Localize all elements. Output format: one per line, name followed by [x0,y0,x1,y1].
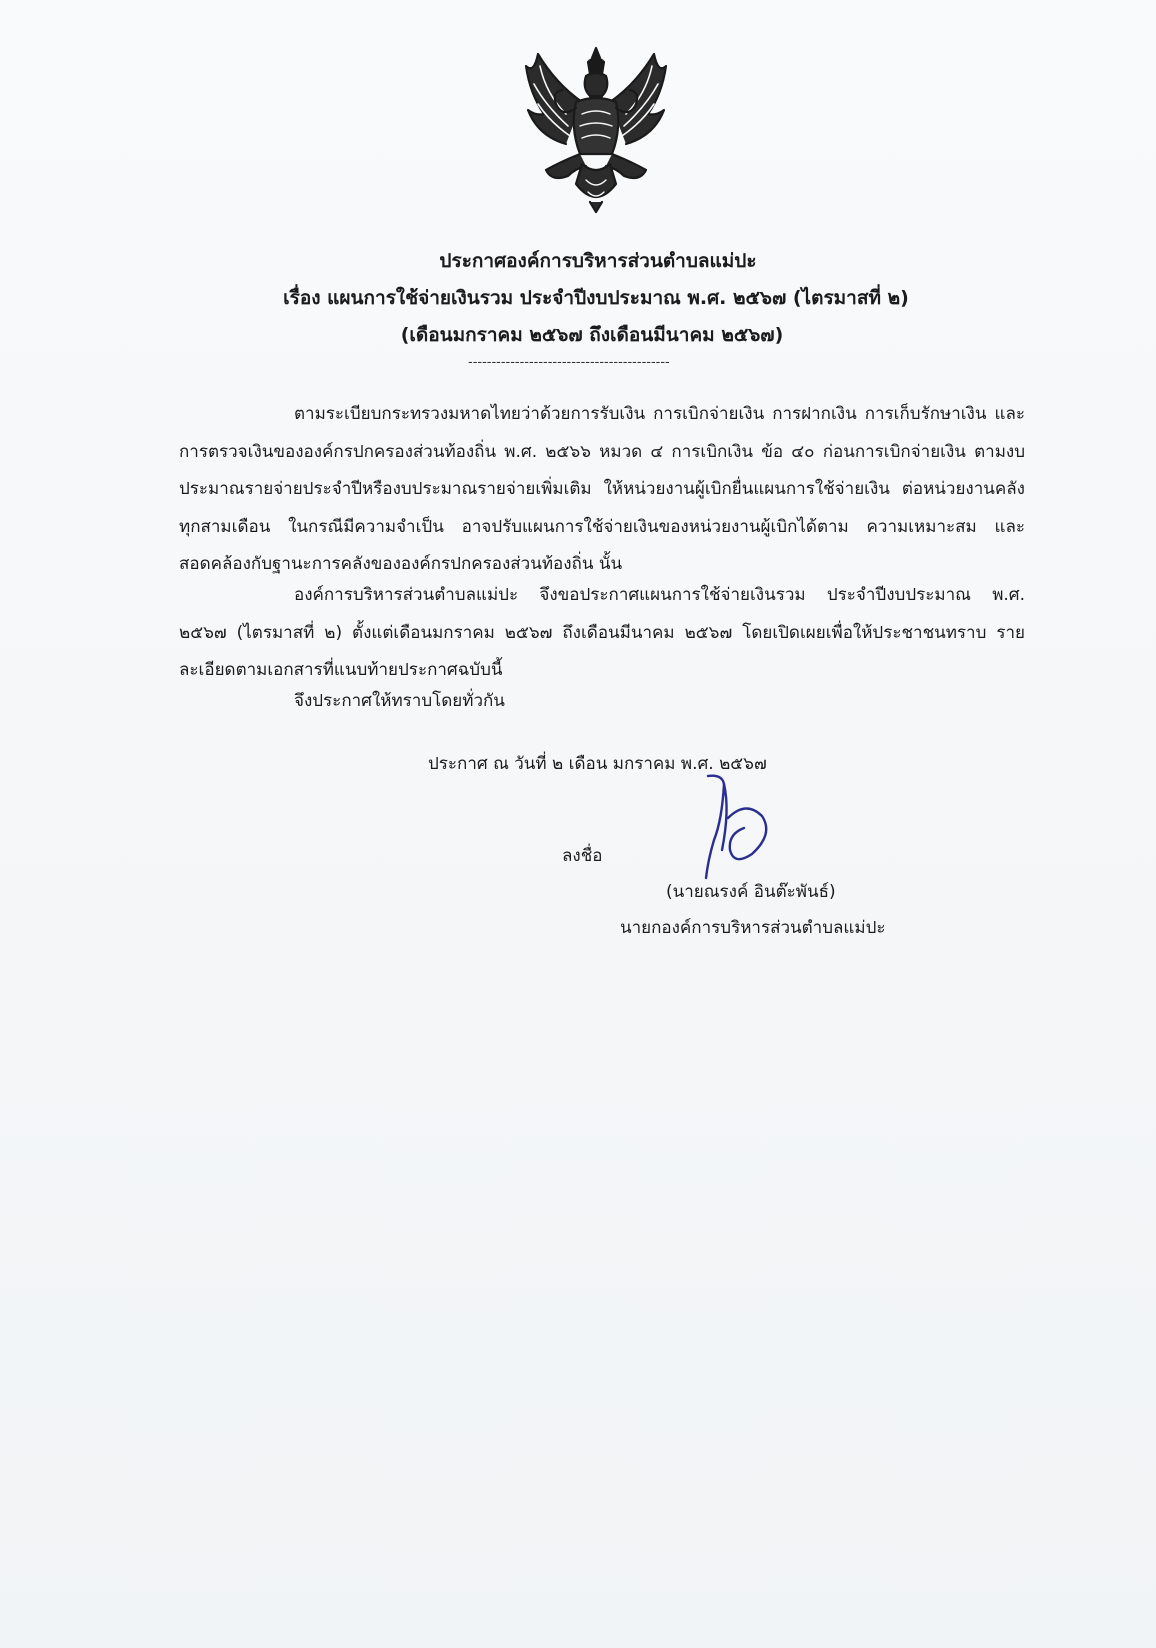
announcement-title: ประกาศองค์การบริหารส่วนตำบลแม่ปะ [439,250,757,272]
paragraph-regulation: ตามระเบียบกระทรวงมหาดไทยว่าด้วยการรับเงิน การเบิกจ่ายเงิน การฝากเงิน การเก็บรักษาเงิน และการตรวจเงินขององค์กรปกครองส่วนท้องถิ่น พ.ศ. ๒๕๖๖ หมวด ๔ การเบิกเงิน ข้อ ๔๐ ก่อนการเบิกจ่ายเงิน ตามงบประมาณรายจ่ายประจำปีหรืองบประมาณรายจ่ายเพิ่มเติม ให้หน่วยงานผู้เบิกยื่นแผนการใช้จ่ายเงิน ต่อหน่วยงานคลังทุกสามเดือน ในกรณีมีความจำเป็น อาจปรับแผนการใช้จ่ายเงินของหน่วยงานผู้เบิกได้ตาม ความเหมาะสม และสอดคล้องกับฐานะการคลังขององค์กรปกครองส่วนท้องถิ่น นั้น [179,404,1025,574]
announcement-period: (เดือนมกราคม ๒๕๖๗ ถึงเดือนมีนาคม ๒๕๖๗) [400,324,784,346]
paragraph-announcement: องค์การบริหารส่วนตำบลแม่ปะ จึงขอประกาศแผนการใช้จ่ายเงินรวม ประจำปีงบประมาณ พ.ศ. ๒๕๖๗ (ไตรมาสที่ ๒) ตั้งแต่เดือนมกราคม ๒๕๖๗ ถึงเดือนมีนาคม ๒๕๖๗ โดยเปิดเผยเพื่อให้ประชาชนทราบ รายละเอียดตามเอกสารที่แนบท้ายประกาศฉบับนี้ [179,585,1025,680]
handwritten-signature-icon [700,770,780,882]
title-divider: ------------------------------------------- [468,355,670,370]
signature-label: ลงชื่อ [562,846,603,866]
paragraph-closing: จึงประกาศให้ทราบโดยทั่วกัน [294,691,505,711]
signer-title: นายกองค์การบริหารส่วนตำบลแม่ปะ [620,918,886,938]
announcement-subject: เรื่อง แผนการใช้จ่ายเงินรวม ประจำปีงบประมาณ พ.ศ. ๒๕๖๗ (ไตรมาสที่ ๒) [283,287,909,309]
announcement-date: ประกาศ ณ วันที่ ๒ เดือน มกราคม พ.ศ. ๒๕๖๗ [428,754,767,774]
signer-name: (นายณรงค์ อินต๊ะพันธ์) [666,882,836,902]
garuda-emblem-icon [516,44,676,214]
